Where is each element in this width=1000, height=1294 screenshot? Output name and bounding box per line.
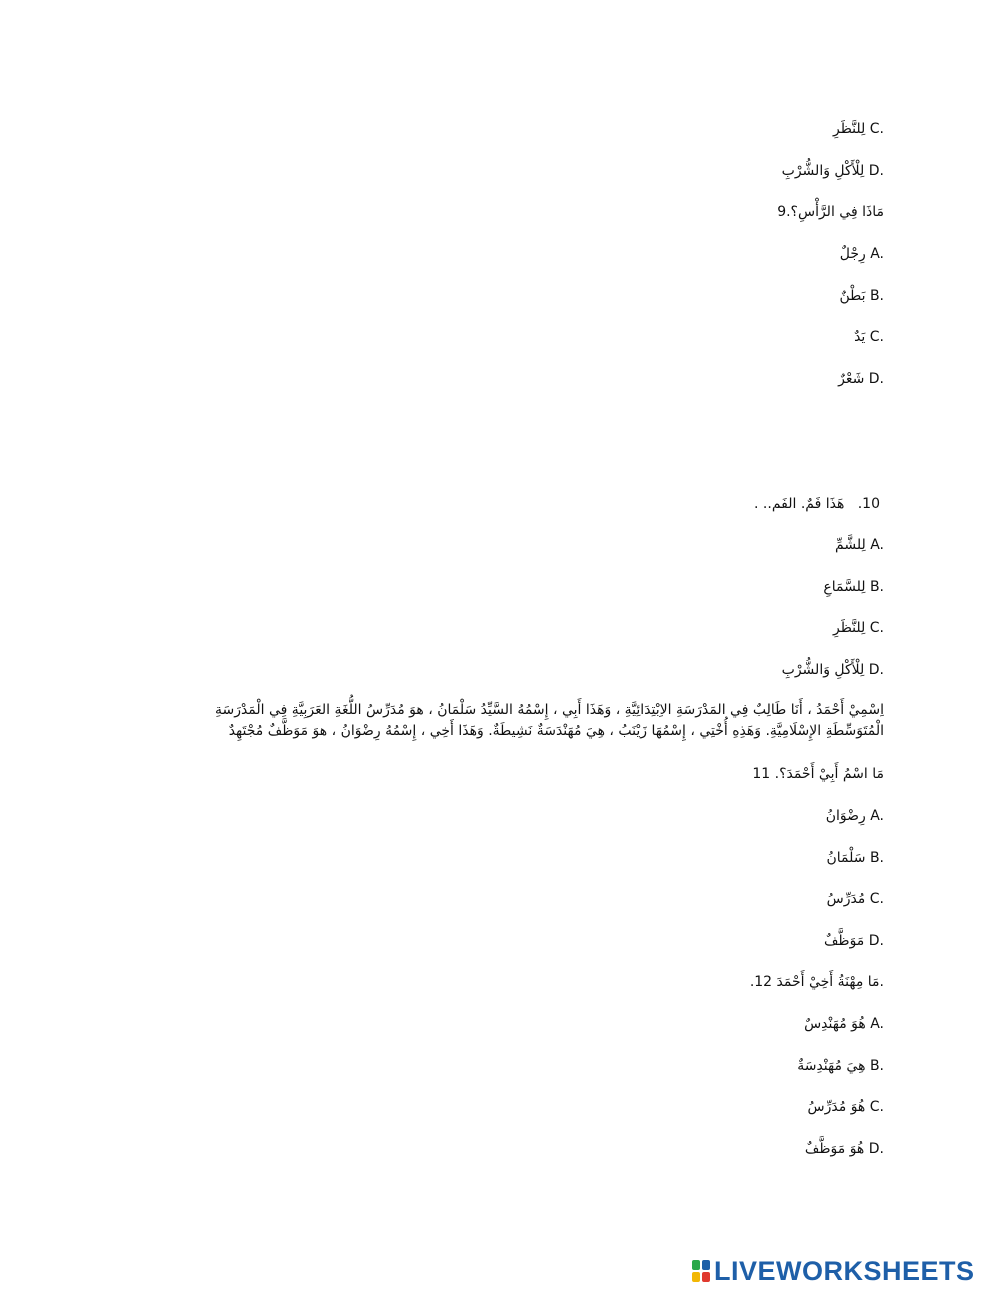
q10-option-a: [835, 535, 884, 555]
logo-square: [692, 1260, 700, 1270]
liveworksheets-brand: [692, 1256, 975, 1286]
option-text: لِلشَّمِّ: [835, 537, 866, 553]
q9-option-c: [854, 327, 884, 347]
option-text: لِلْأَكْلِ وَالشُّرْبِ: [781, 662, 865, 678]
option-text: لِلنَّظَرِ: [832, 620, 866, 636]
option-letter: D.: [868, 1141, 884, 1157]
q12-question: .12 مَا مِهْنَةُ أَخِيْ أَحْمَدَ.: [749, 974, 884, 990]
q8-option-c: [833, 119, 884, 139]
option-letter: D.: [868, 371, 884, 387]
option-text: هُوَ مَوَظَّفٌ: [804, 1141, 865, 1157]
option-text: لِلْأَكْلِ وَالشُّرْبِ: [781, 163, 865, 179]
q9-option-d: [838, 369, 884, 389]
q11-option-d: [824, 931, 884, 951]
q11-option-b: [826, 848, 884, 868]
option-letter: C.: [869, 121, 884, 137]
q12-option-c: [808, 1097, 884, 1117]
q11-option-a: [826, 806, 884, 826]
q9-question: 9.مَاذَا فِي الرَّأْسِ؟: [777, 204, 884, 220]
q11-question: 11 .مَا اسْمُ أَبِيْ أَحْمَدَ؟: [752, 766, 884, 782]
option-letter: B.: [869, 1058, 884, 1074]
option-text: لِلنَّظَرِ: [832, 121, 866, 137]
q8-option-d: [782, 161, 884, 181]
option-text: رِضْوَانُ: [825, 808, 866, 824]
option-text: رِجْلٌ: [839, 246, 866, 262]
q12-option-a: [804, 1014, 884, 1034]
q10-question: 10. هَذَا فَمٌ. الفَم.. .: [754, 496, 880, 512]
option-text: هُوَ مُدَرِّسُ: [807, 1099, 866, 1115]
option-text: يَدٌ: [854, 329, 866, 345]
option-letter: D.: [868, 163, 884, 179]
q9-option-a: [840, 244, 884, 264]
option-text: مُدَرِّسُ: [826, 891, 866, 907]
option-text: هُوَ مُهَنْدِسٌ: [804, 1016, 866, 1032]
option-letter: C.: [869, 1099, 884, 1115]
option-letter: B.: [869, 288, 884, 304]
logo-square: [702, 1260, 710, 1270]
reading-passage: اِسْمِيْ أَحْمَدُ ، أَنَا طَالِبٌ فِي المَدْرَسَةِ الاِبْتِدَائِيَّةِ ، وَهَذَا أَبِي ، إِسْمُهُ السَّيِّدُ سَلْمَانُ ، هوَ مُدَرِّسُ اللُّغَةِ العَرَبِيَّةِ فِي الْمَدْرَسَةِ الْمُتَوَسِّطَةِ الإِسْلَامِيَّةِ. وَهَذِهِ أُخْتِي ، إِسْمُهَا زَيْنَبُ ، هِيَ مُهَنْدَسَةٌ نَشِيطَةٌ. وَهَذَا أَخِي ، إِسْمُهُ رِضْوَانُ ، هوَ مَوَظَّفٌ مُجْتَهِدٌ: [214, 702, 884, 739]
option-text: بَطْنٌ: [839, 288, 866, 304]
logo-square: [692, 1272, 700, 1282]
option-text: مَوَظَّفٌ: [823, 933, 865, 949]
q10-option-d: [782, 660, 884, 680]
option-letter: C.: [869, 620, 884, 636]
option-text: شَعْرٌ: [838, 371, 865, 387]
brand-name: LIVEWORKSHEETS: [714, 1255, 975, 1286]
q11-option-c: [827, 889, 884, 909]
option-text: لِلسَّمَاعِ: [823, 579, 866, 595]
q10-option-b: [823, 577, 884, 597]
logo-square: [702, 1272, 710, 1282]
q9-option-b: [839, 286, 884, 306]
liveworksheets-logo-icon: [692, 1260, 710, 1282]
option-letter: C.: [869, 891, 884, 907]
option-letter: A.: [870, 246, 884, 262]
option-letter: A.: [870, 537, 884, 553]
option-letter: A.: [870, 1016, 884, 1032]
option-text: هِيَ مُهَنْدِسَةٌ: [797, 1058, 866, 1074]
option-letter: B.: [869, 850, 884, 866]
option-letter: B.: [869, 579, 884, 595]
option-letter: D.: [868, 933, 884, 949]
option-letter: C.: [869, 329, 884, 345]
q12-option-d: [805, 1139, 884, 1159]
q10-option-c: [833, 618, 884, 638]
option-letter: A.: [870, 808, 884, 824]
q12-option-b: [797, 1056, 884, 1076]
option-letter: D.: [868, 662, 884, 678]
option-text: سَلْمَانُ: [826, 850, 866, 866]
